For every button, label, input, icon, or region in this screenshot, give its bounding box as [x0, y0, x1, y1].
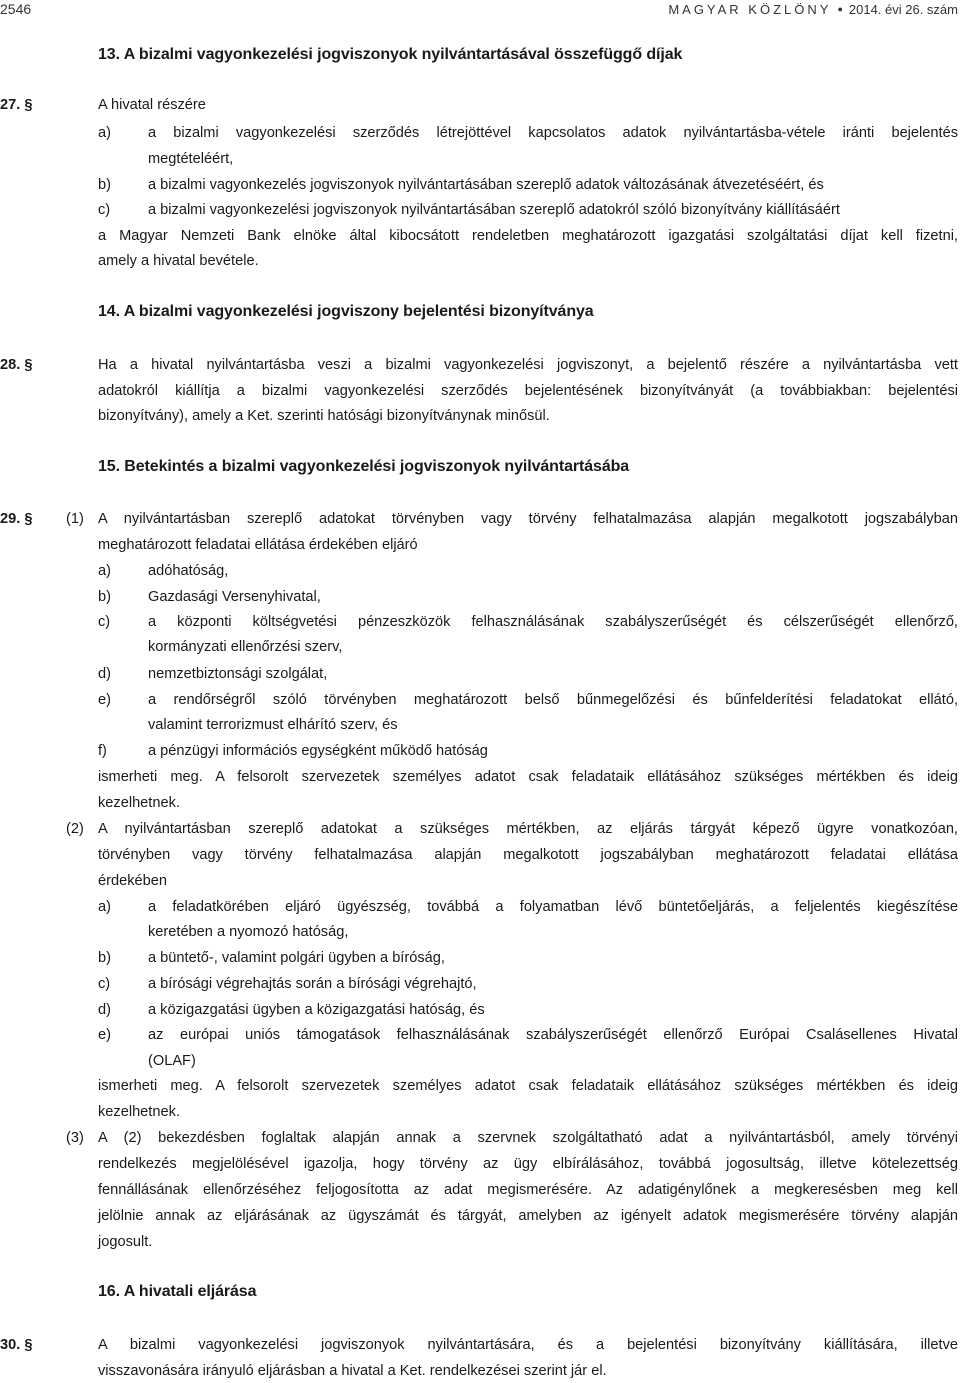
p29-sub2-c-label: c) — [98, 976, 111, 992]
p27-b-label: b) — [98, 177, 111, 193]
p28-line1: Ha a hivatal nyilvántartásba veszi a bizalmi vagyonkezelési jogviszonyt, a bejelentő részére a nyilvántartásba vett — [98, 357, 958, 373]
section-14-title: 14. A bizalmi vagyonkezelési jogviszony bejelentési bizonyítványa — [98, 303, 594, 320]
p29-sub1-e-label: e) — [98, 692, 111, 708]
section-13-title: 13. A bizalmi vagyonkezelési jogviszonyok nyilvántartásával összefüggő díjak — [98, 46, 683, 63]
p29-sub1-c-line2: kormányzati ellenőrzési szerv, — [148, 639, 343, 655]
paragraph-27-number: 27. § — [0, 97, 33, 113]
p29-sub2-label: (2) — [66, 821, 84, 837]
p28-line3: bizonyítvány), amely a Ket. szerinti hatósági bizonyítványnak minősül. — [98, 408, 550, 424]
p29-sub3-line5: jogosult. — [98, 1234, 153, 1250]
p29-sub2-e-line2: (OLAF) — [148, 1053, 196, 1069]
p29-sub1-close-line1: ismerheti meg. A felsorolt szervezetek személyes adatot csak feladataik ellátásához szükséges mértékben és ideig — [98, 769, 958, 785]
p30-line1: A bizalmi vagyonkezelési jogviszonyok nyilvántartására, és a bejelentési bizonyítvány kiállítására, illetve — [98, 1337, 958, 1353]
journal-name: MAGYAR KÖZLÖNY — [668, 2, 832, 17]
p29-sub2-line2: törvényben vagy törvény felhatalmazása alapján megalkotott jogszabályban meghatározott feladatai ellátása — [98, 847, 958, 863]
p29-sub2-c-text: a bírósági végrehajtás során a bírósági végrehajtó, — [148, 976, 477, 992]
p29-sub1-a-text: adóhatóság, — [148, 563, 229, 579]
p29-sub3-line4: jelölnie annak az eljárásának az ügyszámát és tárgyát, amelyben az igényelt adatok megismerésére törvény alapján — [98, 1208, 958, 1224]
p27-close-line2: amely a hivatal bevétele. — [98, 253, 259, 269]
p29-sub1-line2: meghatározott feladatai ellátása érdekében eljáró — [98, 537, 418, 553]
p29-sub1-f-label: f) — [98, 743, 107, 759]
p29-sub2-e-label: e) — [98, 1027, 111, 1043]
p30-line2: visszavonására irányuló eljárásban a hivatal a Ket. rendelkezései szerint jár el. — [98, 1363, 607, 1379]
p29-sub1-close-line2: kezelhetnek. — [98, 795, 180, 811]
p29-sub1-c-label: c) — [98, 614, 111, 630]
p29-sub2-a-label: a) — [98, 899, 111, 915]
p29-sub1-d-label: d) — [98, 666, 111, 682]
p29-sub3-line3: fennállásának ellenőrzéséhez feljogosította az adat megismerésére. Az adatigénylőnek a megkeresésben meg kell — [98, 1182, 958, 1198]
p27-c-text: a bizalmi vagyonkezelési jogviszonyok nyilvántartásában szereplő adatokról szóló bizonyítvány kiállításáért — [148, 202, 840, 218]
p27-b-text: a bizalmi vagyonkezelés jogviszonyok nyilvántartásában szereplő adatok változásának átvezetéséért, és — [148, 177, 824, 193]
paragraph-28-number: 28. § — [0, 357, 33, 373]
p29-sub2-b-text: a büntető-, valamint polgári ügyben a bíróság, — [148, 950, 445, 966]
p28-line2: adatokról kiállítja a bizalmi vagyonkezelési szerződés bejelentésének bizonyítványát (a továbbiakban: bejelentési — [98, 383, 958, 399]
page-number: 2546 — [0, 1, 32, 17]
p29-sub2-d-label: d) — [98, 1002, 111, 1018]
p29-sub1-d-text: nemzetbiztonsági szolgálat, — [148, 666, 328, 682]
p29-sub2-e-line1: az európai uniós támogatások felhasználásának szabályszerűségét ellenőrző Európai Csalásellenes Hivatal — [148, 1027, 958, 1043]
p29-sub1-e-line2: valamint terrorizmust elhárító szerv, és — [148, 717, 398, 733]
p29-sub1-b-text: Gazdasági Versenyhivatal, — [148, 589, 321, 605]
p27-a-label: a) — [98, 125, 111, 141]
separator-bullet-icon: ● — [837, 4, 843, 14]
p27-intro: A hivatal részére — [98, 97, 206, 113]
p27-close-line1: a Magyar Nemzeti Bank elnöke által kibocsátott rendeletben meghatározott igazgatási szolgáltatási díjat kell fizetni, — [98, 228, 958, 244]
p27-c-label: c) — [98, 202, 111, 218]
p27-a-line1: a bizalmi vagyonkezelési szerződés létrejöttével kapcsolatos adatok nyilvántartásba-vétele iránti bejelentés — [148, 125, 958, 141]
section-15-title: 15. Betekintés a bizalmi vagyonkezelési jogviszonyok nyilvántartásába — [98, 458, 630, 475]
p29-sub1-line1: A nyilvántartásban szereplő adatokat törvényben vagy törvény felhatalmazása alapján megalkotott jogszabályban — [98, 511, 958, 527]
p29-sub2-close-line2: kezelhetnek. — [98, 1104, 180, 1120]
p29-sub2-close-line1: ismerheti meg. A felsorolt szervezetek személyes adatot csak feladataik ellátásához szükséges mértékben és ideig — [98, 1078, 958, 1094]
p29-sub1-label: (1) — [66, 511, 84, 527]
paragraph-30-number: 30. § — [0, 1337, 33, 1353]
p29-sub2-b-label: b) — [98, 950, 111, 966]
p29-sub2-line1: A nyilvántartásban szereplő adatokat a szükséges mértékben, az eljárás tárgyát képező ügyre vonatkozóan, — [98, 821, 958, 837]
paragraph-29-number: 29. § — [0, 511, 33, 527]
issue-label: 2014. évi 26. szám — [848, 2, 958, 17]
journal-header — [668, 0, 958, 19]
p29-sub3-line1: A (2) bekezdésben foglaltak alapján annak a szervnek szolgáltatható adat a nyilvántartásból, amely törvényi — [98, 1130, 958, 1146]
p29-sub2-a-line2: keretében a nyomozó hatóság, — [148, 924, 349, 940]
p29-sub3-line2: rendelkezés megjelölésével igazolja, hogy törvény az ügy elbírálásához, továbbá jogosultság, illetve kötelezettség — [98, 1156, 958, 1172]
section-16-title: 16. A hivatali eljárása — [98, 1283, 257, 1300]
p29-sub1-c-line1: a központi költségvetési pénzeszközök felhasználásának szabályszerűségét és célszerűségét ellenőrző, — [148, 614, 958, 630]
p29-sub1-a-label: a) — [98, 563, 111, 579]
p29-sub2-d-text: a közigazgatási ügyben a közigazgatási hatóság, és — [148, 1002, 485, 1018]
p29-sub1-b-label: b) — [98, 589, 111, 605]
p29-sub1-f-text: a pénzügyi információs egységként működő hatóság — [148, 743, 488, 759]
p29-sub3-label: (3) — [66, 1130, 84, 1146]
p29-sub2-a-line1: a feladatkörében eljáró ügyészség, továbbá a folyamatban lévő büntetőeljárás, a feljelentés kiegészítése — [148, 899, 958, 915]
p29-sub2-line3: érdekében — [98, 873, 167, 889]
p27-a-line2: megtételéért, — [148, 151, 234, 167]
p29-sub1-e-line1: a rendőrségről szóló törvényben meghatározott belső bűnmegelőzési és bűnfelderítési feladatokat ellátó, — [148, 692, 958, 708]
